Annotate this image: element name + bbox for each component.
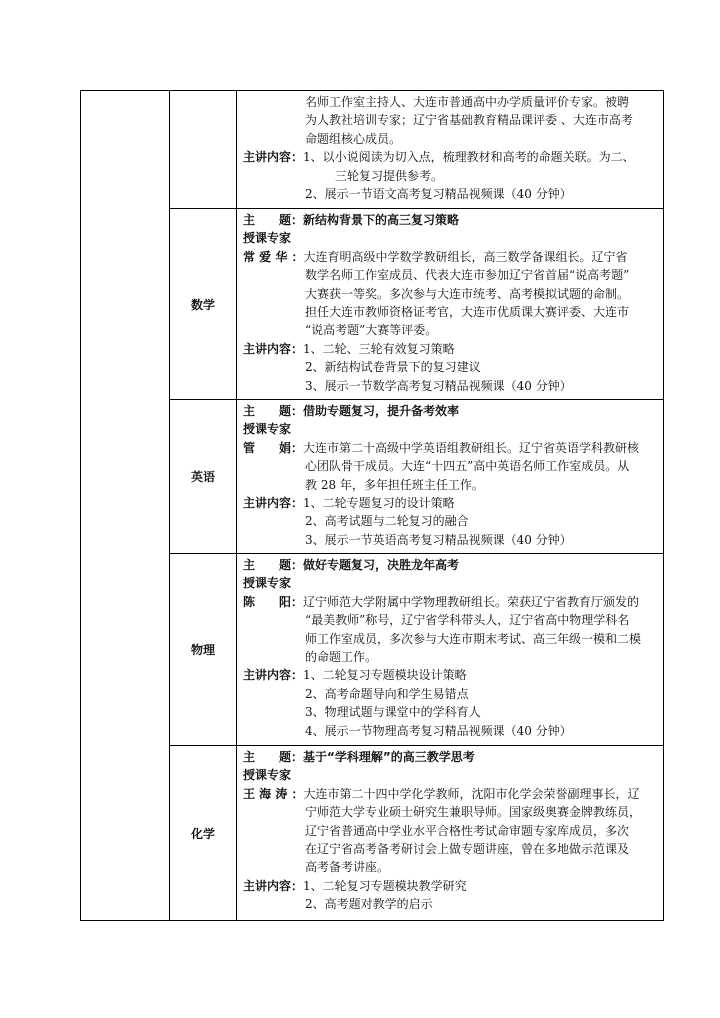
content-label: 主讲内容： xyxy=(243,341,304,356)
content-line: 1、二轮专题复习的设计策略 xyxy=(303,496,455,511)
bio-line: 辽宁省普通高中学业水平合格性考试命审题专家库成员，多次 xyxy=(305,823,630,838)
bio-line: 大赛获一等奖。多次参与大连市统考、高考模拟试题的命制。 xyxy=(305,286,630,301)
content-label: 主讲内容： xyxy=(243,668,304,683)
content-line: 1、二轮复习专题模块教学研究 xyxy=(303,878,467,893)
bio-line: 高考备考讲座。 xyxy=(305,860,390,875)
content-line: 3、展示一节数学高考复习精品视频课（40 分钟） xyxy=(305,378,572,393)
expert-label: 授课专家 xyxy=(243,768,292,783)
detail-cell xyxy=(237,400,664,554)
expert-name: 管 娟： xyxy=(243,440,304,455)
subject-cell: 物理 xyxy=(170,554,237,746)
blank-cell xyxy=(81,91,170,921)
content-line: 3、物理试题与课堂中的学科育人 xyxy=(305,705,481,720)
content-label: 主讲内容： xyxy=(243,496,304,511)
expert-name: 陈 阳： xyxy=(243,594,304,609)
theme-title: 做好专题复习，决胜龙年高考 xyxy=(303,558,460,572)
bio-line: 师工作室成员，多次参与大连市期末考试、高三年级一模和二模 xyxy=(305,631,642,646)
content-line: 2、新结构试卷背景下的复习建议 xyxy=(305,360,481,375)
bio-line: 大连育明高级中学数学教研组长，高三数学备课组长。辽宁省 xyxy=(303,249,628,264)
content-line: 1、二轮、三轮有效复习策略 xyxy=(303,341,455,356)
subject-cell: 数学 xyxy=(170,209,237,400)
theme-label: 主 题： xyxy=(243,558,304,572)
content-line: 2、高考题对教学的启示 xyxy=(305,897,433,912)
bio-line: 命题组核心成员。 xyxy=(305,131,402,146)
bio-line: 心团队骨干成员。大连“十四五”高中英语名师工作室成员。从 xyxy=(305,459,630,474)
theme-title: 借助专题复习，提升备考效率 xyxy=(303,404,460,418)
bio-line: 在辽宁省高考备考研讨会上做专题讲座，曾在多地做示范课及 xyxy=(305,842,630,857)
bio-line: 的命题工作。 xyxy=(305,650,378,665)
expert-label: 授课专家 xyxy=(243,231,292,246)
theme-label: 主 题： xyxy=(243,750,304,764)
detail-cell xyxy=(237,209,664,400)
schedule-table xyxy=(80,90,664,921)
bio-line: 名师工作室主持人、大连市普通高中办学质量评价专家。被聘 xyxy=(305,95,630,109)
content-line: 2、高考试题与二轮复习的融合 xyxy=(305,514,469,529)
content-line: 3、展示一节英语高考复习精品视频课（40 分钟） xyxy=(305,532,572,547)
bio-line: 辽宁师范大学附属中学物理教研组长。荣获辽宁省教育厅颁发的 xyxy=(303,594,640,609)
content-label: 主讲内容： xyxy=(243,150,304,165)
theme-label: 主 题： xyxy=(243,404,304,418)
bio-line: 宁师范大学专业硕士研究生兼职导师。国家级奥赛金牌教练员， xyxy=(305,805,642,820)
bio-line: 数学名师工作室成员、代表大连市参加辽宁省首届“说高考题” xyxy=(305,268,630,283)
detail-cell xyxy=(237,91,664,209)
subject-cell: 化学 xyxy=(170,746,237,921)
expert-name: 常 爱 华 ： xyxy=(243,249,304,264)
bio-line: “说高考题”大赛等评委。 xyxy=(305,323,438,338)
theme-label: 主 题： xyxy=(243,213,304,227)
theme-title: 基于“学科理解”的高三教学思考 xyxy=(303,750,475,764)
table-row-continuation xyxy=(81,91,664,209)
detail-cell xyxy=(237,554,664,746)
bio-line: 为人教社培训专家；辽宁省基础教育精品课评委 、大连市高考 xyxy=(305,113,633,128)
content-line: 三轮复习提供参考。 xyxy=(335,168,444,183)
content-line: 1、以小说阅读为切入点，梳理教材和高考的命题关联。为二、 xyxy=(303,150,635,165)
theme-title: 新结构背景下的高三复习策略 xyxy=(303,213,460,227)
expert-label: 授课专家 xyxy=(243,576,292,591)
content-line: 2、展示一节语文高考复习精品视频课（40 分钟） xyxy=(305,187,572,202)
bio-line: 教 28 年，多年担任班主任工作。 xyxy=(305,477,484,492)
bio-line: 担任大连市教师资格证考官，大连市优质课大赛评委、大连市 xyxy=(305,305,630,320)
expert-label: 授课专家 xyxy=(243,422,292,437)
content-line: 1、二轮复习专题模块设计策略 xyxy=(303,668,467,683)
content-line: 4、展示一节物理高考复习精品视频课（40 分钟） xyxy=(305,723,572,738)
expert-name: 王 海 涛 ： xyxy=(243,786,304,801)
bio-line: “最美教师”称号，辽宁省学科带头人，辽宁省高中物理学科名 xyxy=(305,613,630,628)
subject-cell: 英语 xyxy=(170,400,237,554)
content-line: 2、高考命题导向和学生易错点 xyxy=(305,686,469,701)
bio-line: 大连市第二十高级中学英语组教研组长。辽宁省英语学科教研核 xyxy=(303,440,640,455)
bio-line: 大连市第二十四中学化学教师，沈阳市化学会荣誉副理事长，辽 xyxy=(303,786,640,801)
content-label: 主讲内容： xyxy=(243,878,304,893)
subject-cell xyxy=(170,91,237,209)
detail-cell xyxy=(237,746,664,921)
